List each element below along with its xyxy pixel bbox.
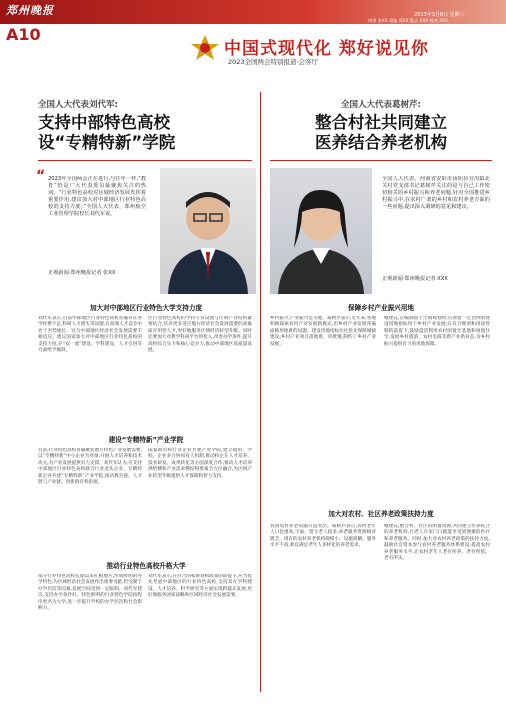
portrait-right: [270, 168, 372, 294]
left-title: [38, 113, 175, 153]
right-section-2b: 她建议,整合村、社区的闲置资源,共同建立医养结合的养老机构,让老人在家门口就能享受到便捷的医疗和养老服务。同时,加大对农村养老政策的扶持力度,鼓励社会资本参与农村养老服务体系建设,提高农村养老服务水平,让农村老年人老有所养、老有所依、老有所乐。: [384, 524, 490, 562]
left-section-3a: 部分行业特色高校长期以来扎根地方,形成鲜明的办学特色,为区域经济社会发展作出重要贡献,但受制于办学层次等因素,发展空间受到一定限制。刘代军建议,支持办学条件好、特色鲜明的行业特色学院按程序更名为大学,进一步提升学校的办学层次和社会影响力。: [38, 574, 142, 612]
issue-date: 2023年3月8日 星期三: [414, 12, 465, 18]
quote-icon: “: [36, 168, 46, 184]
right-heading-1: 保障乡村产业振兴用地: [348, 304, 414, 312]
right-title: [270, 113, 492, 153]
right-section-1a: 乡村振兴,产业振兴是关键。葛树芹表示,近年来,各地积极探索农村产业发展新模式,但乡村产业发展普遍面临用地难的问题。建设用地指标往往优先保障城镇建设,乡村产业项目落地难、审批慢,制约了乡村产业发展。: [270, 316, 376, 347]
left-heading-3: 推动行业特色高校升格大学: [106, 562, 186, 570]
left-section-2a: 目前,行业特色高校普遍聚焦地方特色产业发展需要,以“专精特新”中小企业为对象,开展人才培养和技术攻关,为产业发展提供有力支撑。刘代军认为,应支持中部地区行业特色高校联合行业龙头企业、专精特新企业共建“专精特新”产业学院,推动教育链、人才链与产业链、创新链有机衔接。: [38, 448, 142, 486]
left-heading-2: 建设“专精特新”产业学院: [108, 436, 184, 444]
left-title-line1: 支持中部特色高校: [38, 113, 170, 132]
right-intro: 全国人大代表、河南省安阳市汤阴县宜沟镇北关村党支部书记葛树芹关注的是与自己工作密切相关的乡村振兴和养老问题,针对全国推进乡村振兴中,在农村广袤的乡村和农村养老方面的一些问题,提出深入调研的意见和建议。: [382, 176, 490, 210]
right-title-line1: 整合村社共同建立: [315, 113, 447, 132]
left-section-3b: 刘代军表示,在符合国家规划和政策的前提下,应当优先考虑中部地区的行业特色高校,支持其在学科建设、人才培养、科学研究等方面实现跨越式发展,更好地服务国家战略和区域经济社会发展需要。: [148, 574, 252, 599]
left-byline: 正观新闻·郑州晚报记者 张XX: [48, 270, 116, 276]
right-kicker: 全国人大代表葛树芹:: [341, 100, 421, 110]
emblem-icon: [188, 34, 222, 64]
column-divider: [260, 92, 261, 692]
left-kicker: 全国人大代表刘代军:: [38, 100, 118, 110]
left-section-1b: 区行业特色高校的学科专业设置与区域产业结构紧密结合,培养更多适应地方经济社会发展需要的高素质应用型人才,更好地服务区域经济转型升级。同时还要加大对教学科研平台的投入,改善办学条件,提升高校综合实力和核心竞争力,推动中部地区高质量发展。: [148, 316, 252, 354]
banner-title: 中国式现代化 郑好说见你: [224, 39, 429, 59]
left-intro: 2023年全国两会正在进行,与往年一样,“教育”仍是广大代表委员最聚焦关注的热词。“行业特色高校对区域经济发展发挥着重要作用,建议加大对中部地区行业特色高校的支持力度。”全国人大代表、郑州航空工业管理学院校长刘代军说。: [48, 176, 146, 217]
portrait-left: [160, 168, 256, 294]
right-byline: 正观新闻·郑州晚报记者 XXX: [382, 276, 448, 282]
left-heading-1: 加大对中部地区行业特色大学支持力度: [89, 304, 203, 312]
nameplate-logo: 郑州晚报: [6, 4, 54, 17]
right-section-2a: 我国农村养老问题日益突出。葛树芹表示,农村老年人口比重高,空巢、留守老人较多,养老服务资源相对匮乏。现有的农村养老机构规模小、设施简陋、服务水平不高,难以满足老年人多样化的养老需求。: [270, 524, 376, 549]
banner-subtitle: 2023全国两会特别报道·会客厅: [228, 58, 319, 66]
left-title-line2: 设“专精特新”学院: [38, 133, 176, 152]
left-rule: [38, 160, 252, 161]
left-section-1a: 刘代军表示,目前中部地区行业特色高校普遍存在办学经费不足,科研人才流失等问题,在高端人才竞争中处于劣势地位。这与中部地区经济社会发展需要不相适应。建议国家加大对中部地区行业特色高校的支持力度,在“双一流”建设、学科建设、人才引进等方面给予倾斜。: [38, 316, 142, 354]
right-section-1b: 她建议,在编制国土空间规划时,应预留一定比例的建设用地指标用于乡村产业发展;在符合规划和用途管制的前提下,鼓励盘活利用农村闲置宅基地和闲置住宅,发展乡村旅游、农村电商等新产业新业态,为乡村振兴提供有力的用地保障。: [384, 316, 490, 347]
editors-line: 统筹 张XX 责编 郑XX 版式 XXX 校对 XXX: [368, 18, 448, 23]
right-title-line2: 医养结合养老机构: [315, 133, 447, 152]
right-rule: [270, 160, 492, 161]
right-heading-2: 加大对农村、社区养老政策扶持力度: [328, 510, 434, 518]
left-section-2b: 依靠政府和行业企业共建产业学院,建立政府、学校、企业多方协同育人机制,推动校企在人才培养、技术研发、成果转化等方面深度合作,推动人才培养供给侧和产业需求侧结构要素全方位融合,为区域产业转型升级提供人才保障和智力支持。: [148, 448, 252, 479]
page-number: A10: [6, 25, 41, 44]
